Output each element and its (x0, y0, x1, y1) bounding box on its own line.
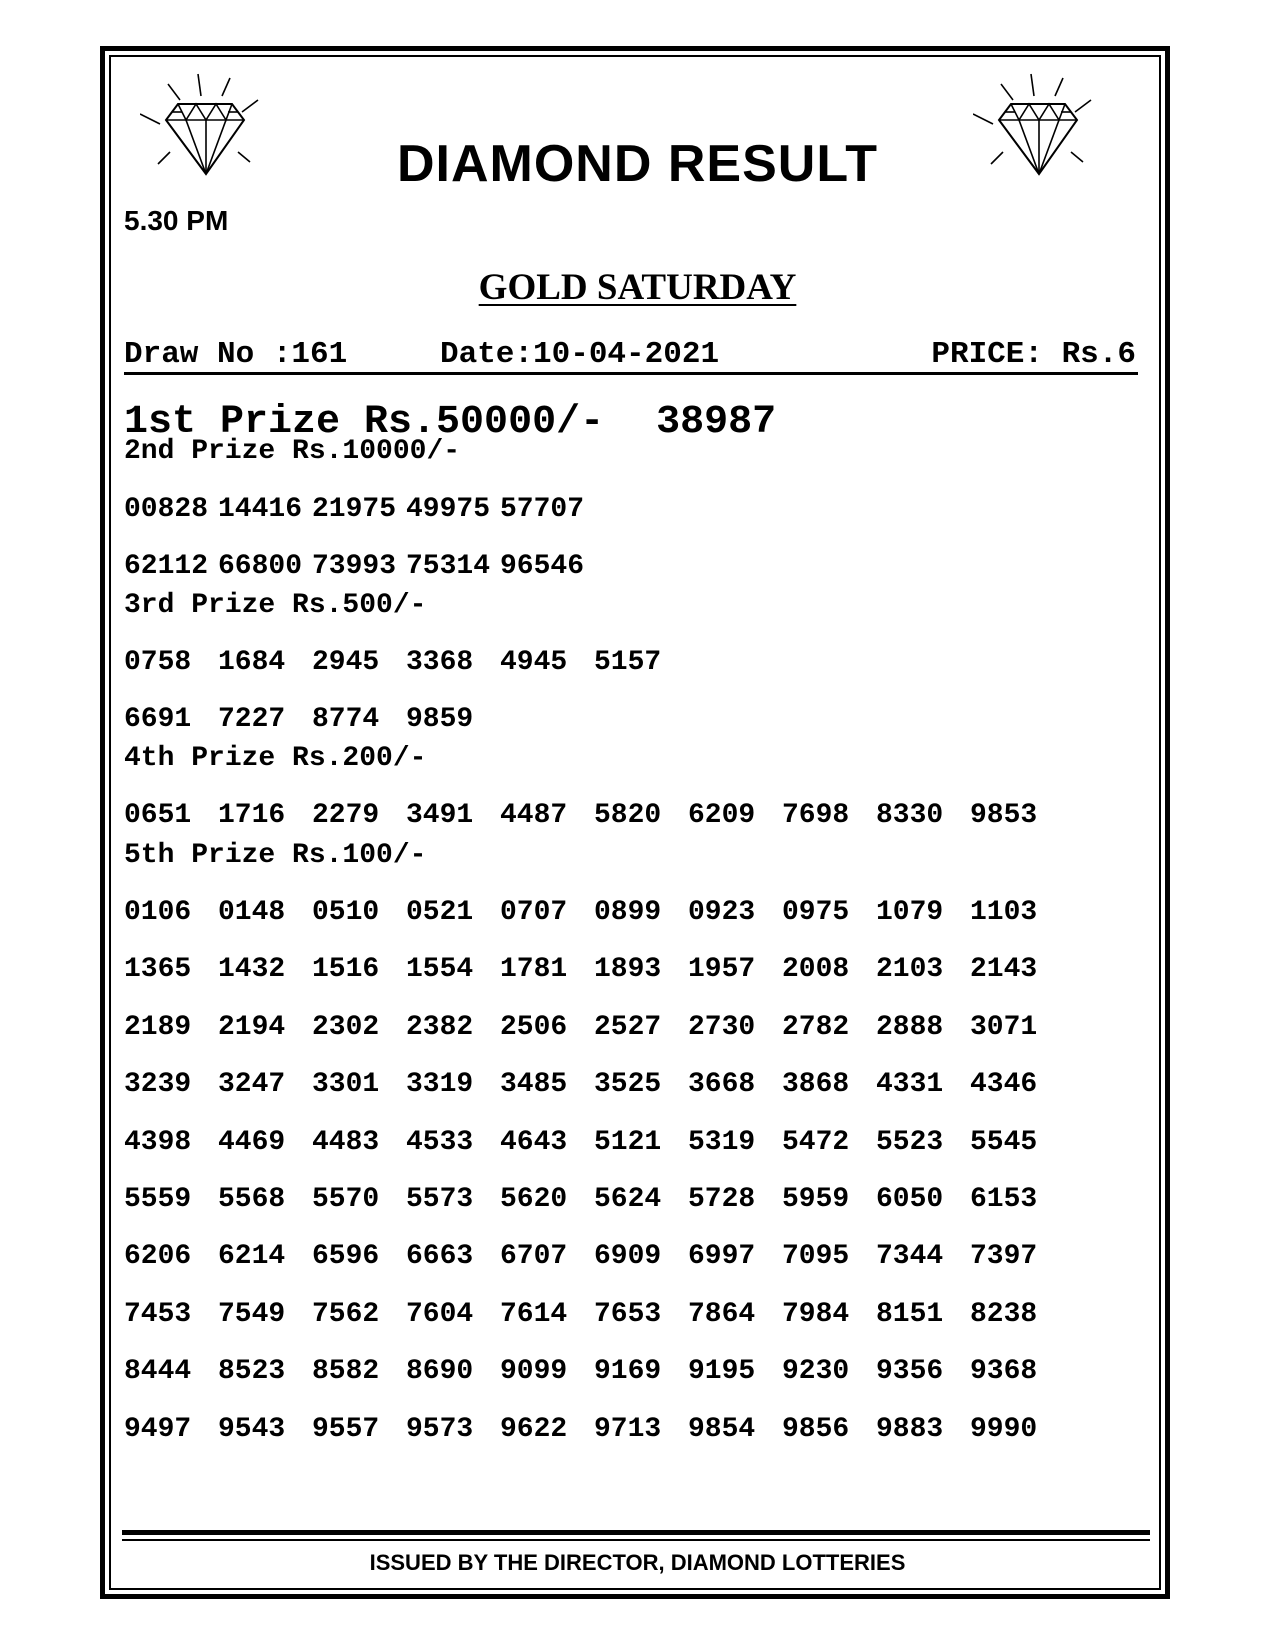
prize-number: 9497 (124, 1413, 192, 1445)
prize-number: 8690 (406, 1356, 474, 1388)
prize-number: 5570 (312, 1184, 380, 1215)
prize-number: 7698 (782, 800, 850, 831)
fifth-prize-row (124, 1299, 1064, 1331)
prize-number: 3485 (500, 1069, 568, 1101)
prize-number: 0975 (782, 897, 850, 928)
prize-number: 1432 (218, 954, 286, 986)
prize-number: 5472 (782, 1126, 850, 1158)
prize-number: 3071 (970, 1011, 1038, 1043)
draw-date: Date:10-04-2021 (440, 337, 720, 372)
second-prize-row (124, 494, 594, 526)
prize-number: 4945 (500, 647, 568, 678)
prize-number: 3319 (406, 1069, 474, 1101)
prize-number: 6050 (876, 1184, 944, 1215)
prize-number: 9573 (406, 1413, 474, 1445)
prize-number: 6209 (688, 800, 756, 831)
prize-number: 4398 (124, 1126, 192, 1158)
prize-number: 2888 (876, 1011, 944, 1043)
second-prize-label: 2nd Prize Rs.10000/- (124, 436, 461, 467)
prize-number: 1365 (124, 954, 192, 986)
fifth-prize-row (124, 954, 1064, 986)
prize-number: 1957 (688, 954, 756, 986)
prize-number: 4346 (970, 1069, 1038, 1101)
prize-number: 4643 (500, 1126, 568, 1158)
prize-number: 4483 (312, 1126, 380, 1158)
issuer-note: ISSUED BY THE DIRECTOR, DIAMOND LOTTERIES (369, 1550, 906, 1575)
prize-number: 6997 (688, 1241, 756, 1273)
prize-number: 7614 (500, 1298, 568, 1330)
prize-number: 0923 (688, 897, 756, 928)
prize-number: 8523 (218, 1356, 286, 1388)
prize-number: 21975 (312, 494, 397, 525)
prize-number: 1893 (594, 954, 662, 986)
prize-number: 2189 (124, 1011, 192, 1043)
prize-number: 3668 (688, 1069, 756, 1101)
prize-number: 5568 (218, 1184, 286, 1215)
prize-number: 6707 (500, 1241, 568, 1273)
prize-number: 6206 (124, 1241, 192, 1273)
prize-number: 9195 (688, 1356, 756, 1388)
draw-time: 5.30 PM (124, 205, 229, 236)
third-prize-row (124, 704, 500, 736)
prize-number: 1103 (970, 897, 1038, 928)
prize-number: 9356 (876, 1356, 944, 1388)
prize-number: 9557 (312, 1413, 380, 1445)
prize-number: 0148 (218, 897, 286, 928)
first-prize-label: 1st Prize Rs.50000/- (124, 400, 605, 445)
prize-number: 4533 (406, 1126, 474, 1158)
page-title: DIAMOND RESULT (396, 135, 878, 193)
prize-number: 7984 (782, 1298, 850, 1330)
second-prize-row (124, 551, 594, 583)
lottery-name: GOLD SATURDAY (478, 267, 797, 308)
prize-number: 7562 (312, 1298, 380, 1330)
prize-number: 2945 (312, 647, 380, 678)
prize-number: 9169 (594, 1356, 662, 1388)
prize-number: 7604 (406, 1298, 474, 1330)
prize-number: 5319 (688, 1126, 756, 1158)
prize-number: 2506 (500, 1011, 568, 1043)
prize-number: 0899 (594, 897, 662, 928)
prize-number: 7227 (218, 704, 286, 735)
prize-number: 2103 (876, 954, 944, 986)
prize-number: 0651 (124, 800, 192, 831)
prize-number: 2302 (312, 1011, 380, 1043)
prize-number: 3247 (218, 1069, 286, 1101)
prize-number: 7453 (124, 1298, 192, 1330)
prize-number: 3368 (406, 647, 474, 678)
prize-number: 75314 (406, 551, 491, 582)
prize-number: 5820 (594, 800, 662, 831)
prize-number: 14416 (218, 494, 303, 525)
fifth-prize-row (124, 1127, 1064, 1159)
prize-number: 6596 (312, 1241, 380, 1273)
footer-divider (122, 1530, 1150, 1535)
prize-number: 0521 (406, 897, 474, 928)
prize-number: 5624 (594, 1184, 662, 1215)
prize-number: 5620 (500, 1184, 568, 1215)
prize-number: 0510 (312, 897, 380, 928)
prize-number: 49975 (406, 494, 491, 525)
prize-number: 9854 (688, 1413, 756, 1445)
prize-number: 1684 (218, 647, 286, 678)
prize-number: 4487 (500, 800, 568, 831)
prize-number: 9713 (594, 1413, 662, 1445)
fifth-prize-row (124, 1241, 1064, 1273)
third-prize-label: 3rd Prize Rs.500/- (124, 590, 427, 621)
prize-number: 2730 (688, 1011, 756, 1043)
prize-number: 2279 (312, 800, 380, 831)
prize-number: 5157 (594, 647, 662, 678)
fourth-prize-row (124, 800, 1064, 832)
prize-number: 9859 (406, 704, 474, 735)
prize-number: 1079 (876, 897, 944, 928)
prize-number: 3239 (124, 1069, 192, 1101)
prize-number: 5545 (970, 1126, 1038, 1158)
prize-number: 9368 (970, 1356, 1038, 1388)
prize-number: 5728 (688, 1184, 756, 1215)
prize-number: 1516 (312, 954, 380, 986)
prize-number: 57707 (500, 494, 585, 525)
fifth-prize-row (124, 897, 1064, 929)
prize-number: 6663 (406, 1241, 474, 1273)
prize-number: 2527 (594, 1011, 662, 1043)
prize-number: 4469 (218, 1126, 286, 1158)
prize-number: 7864 (688, 1298, 756, 1330)
fifth-prize-row (124, 1069, 1064, 1101)
prize-number: 7344 (876, 1241, 944, 1273)
prize-number: 0106 (124, 897, 192, 928)
prize-number: 9543 (218, 1413, 286, 1445)
prize-number: 8238 (970, 1298, 1038, 1330)
prize-number: 8582 (312, 1356, 380, 1388)
prize-number: 7095 (782, 1241, 850, 1273)
prize-number: 9883 (876, 1413, 944, 1445)
prize-number: 2382 (406, 1011, 474, 1043)
prize-number: 9230 (782, 1356, 850, 1388)
ticket-price: PRICE: Rs.6 (931, 337, 1136, 372)
prize-number: 1781 (500, 954, 568, 986)
prize-number: 2143 (970, 954, 1038, 986)
prize-number: 2194 (218, 1011, 286, 1043)
prize-number: 8774 (312, 704, 380, 735)
prize-number: 0707 (500, 897, 568, 928)
divider (124, 372, 1138, 375)
fifth-prize-label: 5th Prize Rs.100/- (124, 840, 427, 871)
prize-number: 3301 (312, 1069, 380, 1101)
prize-number: 8444 (124, 1356, 192, 1388)
prize-number: 3491 (406, 800, 474, 831)
prize-number: 5959 (782, 1184, 850, 1215)
prize-number: 6691 (124, 704, 192, 735)
draw-number: Draw No :161 (124, 337, 348, 372)
third-prize-row (124, 647, 688, 679)
prize-number: 6153 (970, 1184, 1038, 1215)
fifth-prize-row (124, 1184, 1064, 1216)
prize-number: 62112 (124, 551, 209, 582)
prize-number: 7397 (970, 1241, 1038, 1273)
prize-number: 2008 (782, 954, 850, 986)
prize-number: 9990 (970, 1413, 1038, 1445)
prize-number: 8330 (876, 800, 944, 831)
prize-number: 6214 (218, 1241, 286, 1273)
prize-number: 1554 (406, 954, 474, 986)
prize-number: 66800 (218, 551, 303, 582)
prize-number: 73993 (312, 551, 397, 582)
draw-info-row (124, 336, 1136, 376)
prize-number: 9856 (782, 1413, 850, 1445)
prize-number: 7653 (594, 1298, 662, 1330)
prize-number: 8151 (876, 1298, 944, 1330)
prize-number: 9853 (970, 800, 1038, 831)
prize-number: 5523 (876, 1126, 944, 1158)
prize-number: 5121 (594, 1126, 662, 1158)
prize-number: 4331 (876, 1069, 944, 1101)
prize-number: 5559 (124, 1184, 192, 1215)
prize-number: 00828 (124, 494, 209, 525)
fifth-prize-row (124, 1414, 1064, 1446)
prize-number: 6909 (594, 1241, 662, 1273)
prize-number: 0758 (124, 647, 192, 678)
prize-number: 3525 (594, 1069, 662, 1101)
fifth-prize-row (124, 1012, 1064, 1044)
footer-divider (122, 1539, 1150, 1541)
first-prize-number: 38987 (656, 400, 777, 445)
fourth-prize-label: 4th Prize Rs.200/- (124, 743, 427, 774)
prize-number: 3868 (782, 1069, 850, 1101)
prize-number: 9099 (500, 1356, 568, 1388)
prize-number: 1716 (218, 800, 286, 831)
prize-number: 2782 (782, 1011, 850, 1043)
fifth-prize-row (124, 1356, 1064, 1388)
prize-number: 96546 (500, 551, 585, 582)
prize-number: 5573 (406, 1184, 474, 1215)
prize-number: 7549 (218, 1298, 286, 1330)
prize-number: 9622 (500, 1413, 568, 1445)
